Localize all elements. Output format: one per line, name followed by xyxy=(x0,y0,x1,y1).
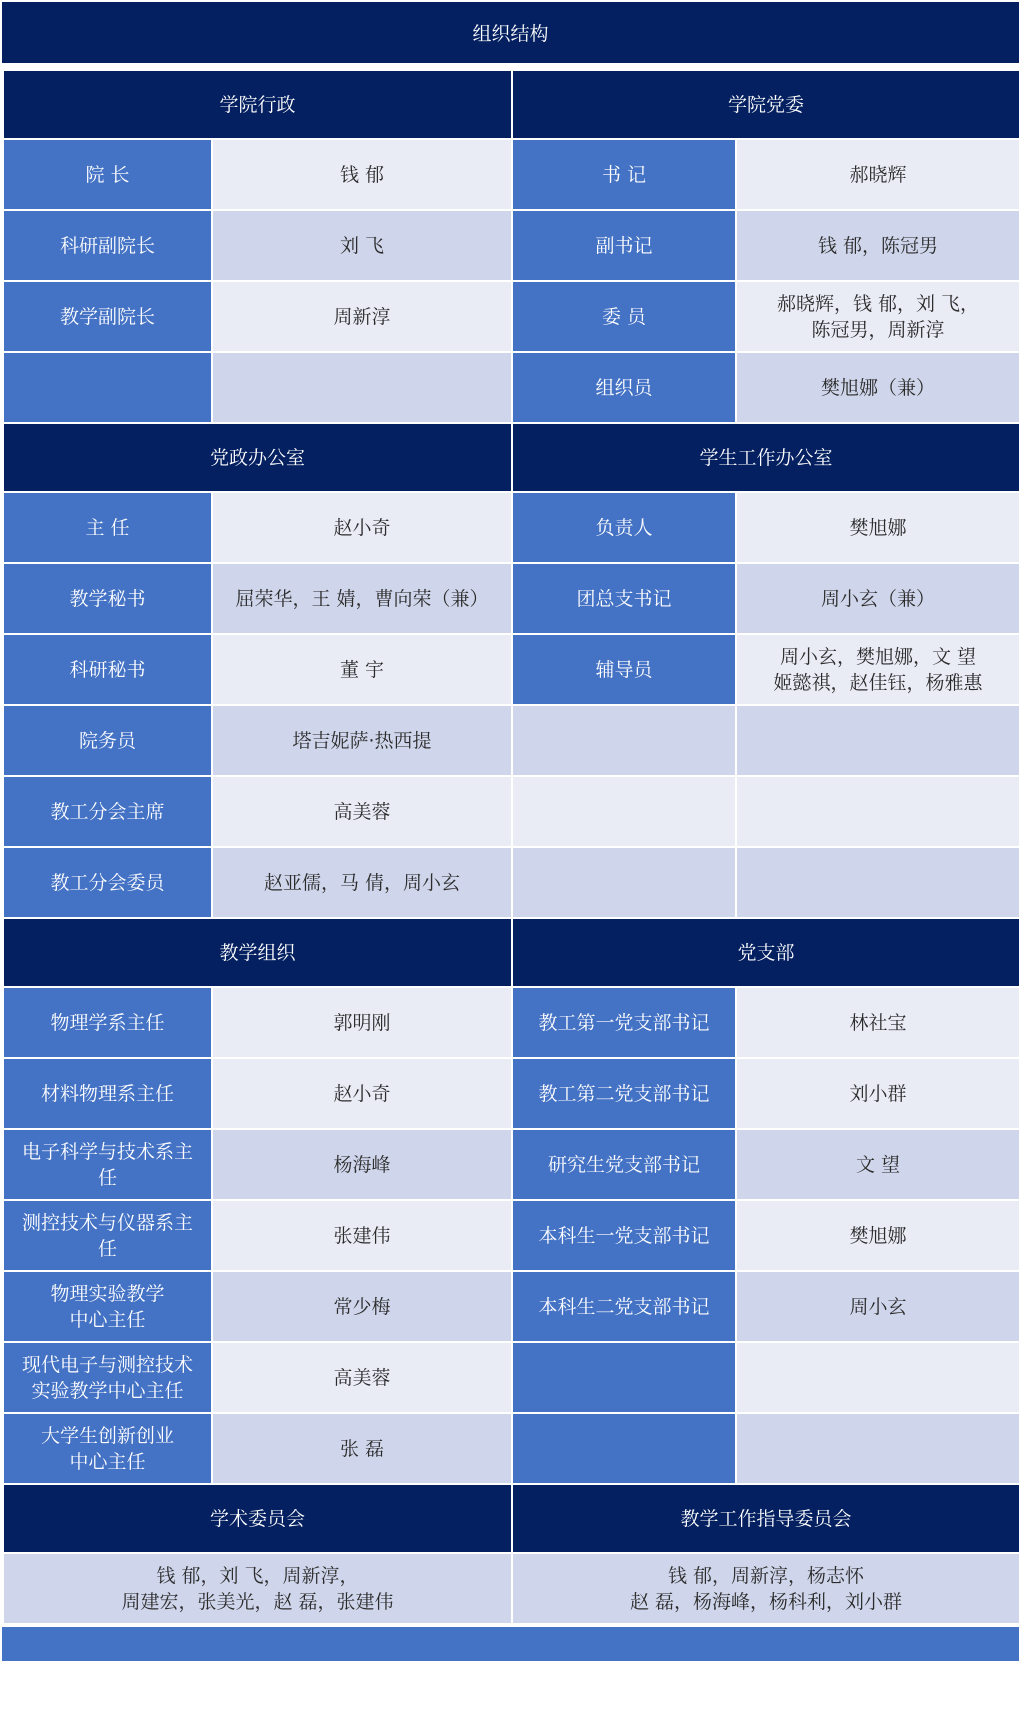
row-value: 文 望 xyxy=(736,1129,1020,1200)
row-value: 董 宇 xyxy=(212,634,512,705)
empty-cell xyxy=(512,776,736,847)
row-label: 组织员 xyxy=(512,352,736,423)
empty-cell xyxy=(736,1342,1020,1413)
row-value: 樊旭娜 xyxy=(736,492,1020,563)
row-label: 教工分会委员 xyxy=(3,847,212,918)
section-header-party-branch: 党支部 xyxy=(512,918,1020,987)
row-label xyxy=(3,352,212,423)
row-label: 院 长 xyxy=(3,139,212,210)
row-value: 钱 郁，陈冠男 xyxy=(736,210,1020,281)
section-header-party-committee: 学院党委 xyxy=(512,70,1020,139)
section-header-academic-committee: 学术委员会 xyxy=(3,1484,512,1553)
row-value: 周小玄，樊旭娜，文 望 姬懿祺，赵佳钰，杨雅惠 xyxy=(736,634,1020,705)
row-label: 主 任 xyxy=(3,492,212,563)
org-structure-page xyxy=(2,2,1019,1661)
section-teaching-branches xyxy=(3,918,1020,1484)
section-committees xyxy=(3,1484,1020,1624)
row-label: 教学秘书 xyxy=(3,563,212,634)
row-label: 委 员 xyxy=(512,281,736,352)
row-label: 教工第二党支部书记 xyxy=(512,1058,736,1129)
row-label: 副书记 xyxy=(512,210,736,281)
section-header-student-affairs: 学生工作办公室 xyxy=(512,423,1020,492)
org-table xyxy=(2,69,1021,1625)
row-value: 屈荣华，王 婧，曹向荣（兼） xyxy=(212,563,512,634)
row-value: 周小玄 xyxy=(736,1271,1020,1342)
row-label: 辅导员 xyxy=(512,634,736,705)
row-label: 物理实验教学 中心主任 xyxy=(3,1271,212,1342)
row-label: 教学副院长 xyxy=(3,281,212,352)
row-value: 刘小群 xyxy=(736,1058,1020,1129)
row-label: 负责人 xyxy=(512,492,736,563)
row-value: 林社宝 xyxy=(736,987,1020,1058)
row-label: 电子科学与技术系主 任 xyxy=(3,1129,212,1200)
row-value: 塔吉妮萨·热西提 xyxy=(212,705,512,776)
row-label: 科研秘书 xyxy=(3,634,212,705)
page-title: 组织结构 xyxy=(2,2,1019,63)
footer-bar xyxy=(2,1625,1019,1661)
empty-cell xyxy=(736,776,1020,847)
row-value: 钱 郁 xyxy=(212,139,512,210)
row-label: 科研副院长 xyxy=(3,210,212,281)
row-value: 杨海峰 xyxy=(212,1129,512,1200)
row-value: 樊旭娜（兼） xyxy=(736,352,1020,423)
section-header-admin: 学院行政 xyxy=(3,70,512,139)
row-label: 材料物理系主任 xyxy=(3,1058,212,1129)
academic-committee-members: 钱 郁，刘 飞，周新淳， 周建宏，张美光，赵 磊，张建伟 xyxy=(3,1553,512,1624)
row-value: 赵小奇 xyxy=(212,1058,512,1129)
row-label: 本科生二党支部书记 xyxy=(512,1271,736,1342)
empty-label-cell xyxy=(512,1342,736,1413)
row-label: 教工分会主席 xyxy=(3,776,212,847)
row-value: 张 磊 xyxy=(212,1413,512,1484)
row-label: 研究生党支部书记 xyxy=(512,1129,736,1200)
row-value: 常少梅 xyxy=(212,1271,512,1342)
row-value: 郭明刚 xyxy=(212,987,512,1058)
row-value: 赵亚儒，马 倩，周小玄 xyxy=(212,847,512,918)
row-label: 物理学系主任 xyxy=(3,987,212,1058)
empty-label-cell xyxy=(512,1413,736,1484)
row-label: 本科生一党支部书记 xyxy=(512,1200,736,1271)
section-admin-party xyxy=(3,70,1020,423)
row-value: 高美蓉 xyxy=(212,776,512,847)
row-label: 书 记 xyxy=(512,139,736,210)
section-header-teaching: 教学组织 xyxy=(3,918,512,987)
row-value: 刘 飞 xyxy=(212,210,512,281)
section-header-office: 党政办公室 xyxy=(3,423,512,492)
row-value: 樊旭娜 xyxy=(736,1200,1020,1271)
empty-cell xyxy=(512,847,736,918)
row-value: 周新淳 xyxy=(212,281,512,352)
row-value: 赵小奇 xyxy=(212,492,512,563)
empty-cell xyxy=(736,705,1020,776)
row-label: 团总支书记 xyxy=(512,563,736,634)
section-header-teaching-committee: 教学工作指导委员会 xyxy=(512,1484,1020,1553)
row-value: 周小玄（兼） xyxy=(736,563,1020,634)
row-label: 现代电子与测控技术 实验教学中心主任 xyxy=(3,1342,212,1413)
empty-cell xyxy=(736,847,1020,918)
empty-cell xyxy=(512,705,736,776)
row-value: 郝晓辉，钱 郁，刘 飞， 陈冠男，周新淳 xyxy=(736,281,1020,352)
row-label: 教工第一党支部书记 xyxy=(512,987,736,1058)
row-label: 大学生创新创业 中心主任 xyxy=(3,1413,212,1484)
row-value: 张建伟 xyxy=(212,1200,512,1271)
row-label: 院务员 xyxy=(3,705,212,776)
section-office-student xyxy=(3,423,1020,918)
teaching-committee-members: 钱 郁，周新淳，杨志怀 赵 磊，杨海峰，杨科利，刘小群 xyxy=(512,1553,1020,1624)
row-value: 郝晓辉 xyxy=(736,139,1020,210)
row-value xyxy=(212,352,512,423)
row-label: 测控技术与仪器系主 任 xyxy=(3,1200,212,1271)
empty-cell xyxy=(736,1413,1020,1484)
row-value: 高美蓉 xyxy=(212,1342,512,1413)
